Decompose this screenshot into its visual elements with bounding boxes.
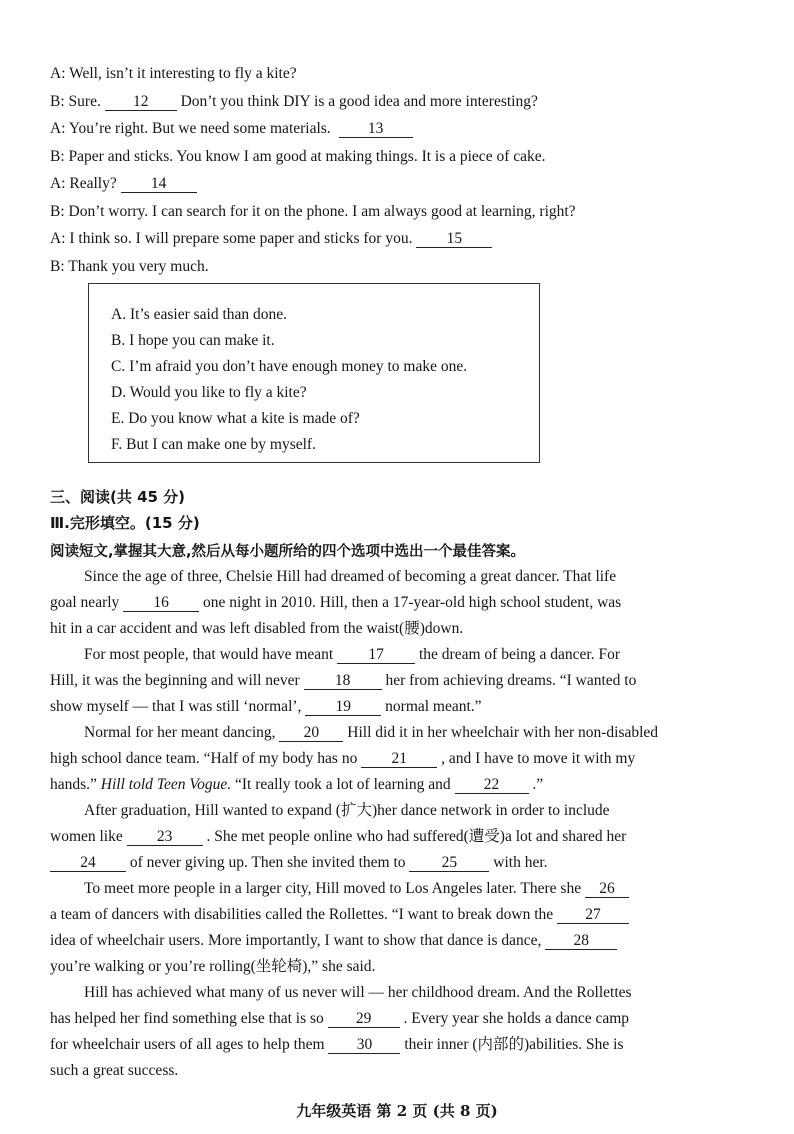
passage-text: such a great success. — [50, 1062, 179, 1079]
passage-line — [50, 746, 722, 772]
passage-text: the dream of being a dancer. For — [419, 646, 620, 663]
dialogue-text: Well, isn’t it interesting to fly a kite? — [69, 65, 297, 82]
passage-line — [50, 1032, 722, 1058]
answer-blank-16[interactable]: 16 — [123, 594, 199, 612]
passage-line — [50, 668, 722, 694]
speaker-label: B: — [50, 202, 65, 220]
sub-heading: Ⅲ.完形填空。(15 分) — [50, 514, 200, 532]
dialogue-line — [50, 60, 740, 88]
option-e: E. Do you know what a kite is made of? — [111, 410, 360, 427]
passage-text: Hill told Teen Vogue. — [100, 776, 232, 793]
passage-line — [50, 850, 722, 876]
passage-text: for wheelchair users of all ages to help them — [50, 1036, 325, 1053]
passage-text: you’re walking or you’re rolling(坐轮椅),” she said. — [50, 958, 376, 975]
passage-text: of never giving up. Then she invited them to — [129, 854, 406, 871]
passage-line — [50, 616, 722, 642]
answer-blank-15[interactable]: 15 — [416, 230, 492, 248]
dialogue-line — [50, 225, 740, 253]
passage-text: one night in 2010. Hill, then a 17-year-old high school student, was — [203, 594, 622, 611]
passage-line — [50, 772, 722, 798]
answer-blank-12[interactable]: 12 — [105, 93, 177, 111]
dialogue-text: You’re right. But we need some materials. — [68, 120, 331, 137]
answer-blank-20[interactable]: 20 — [279, 724, 343, 742]
answer-blank-19[interactable]: 19 — [305, 698, 381, 716]
passage-text: “It really took a lot of learning and — [234, 776, 451, 793]
dialogue-line — [50, 198, 740, 226]
answer-blank-30[interactable]: 30 — [328, 1036, 400, 1054]
dialogue-line — [50, 253, 740, 281]
answer-blank-26[interactable]: 26 — [585, 880, 629, 898]
passage-text: high school dance team. “Half of my body has no — [50, 750, 358, 767]
passage-text: women like — [50, 828, 123, 845]
answer-blank-25[interactable]: 25 — [409, 854, 489, 872]
speaker-label: A: — [50, 65, 66, 82]
passage-text: idea of wheelchair users. More importantly, I want to show that dance is dance, — [50, 932, 542, 949]
option-b: B. I hope you can make it. — [111, 332, 275, 349]
passage-text: Hill has achieved what many of us never will — her childhood dream. And the Rollettes — [84, 984, 632, 1001]
passage-text: has helped her find something else that is so — [50, 1010, 324, 1027]
answer-blank-23[interactable]: 23 — [127, 828, 203, 846]
dialogue-text: Paper and sticks. You know I am good at making things. It is a piece of cake. — [68, 147, 546, 165]
passage-text: show myself — that I was still ‘normal’, — [50, 698, 302, 715]
passage-text: After graduation, Hill wanted to expand (扩大)her dance network in order to include — [84, 802, 610, 819]
passage-line — [50, 1058, 722, 1084]
option-d: D. Would you like to fly a kite? — [111, 384, 307, 401]
passage-line — [50, 590, 722, 616]
section-heading: 三、阅读(共 45 分) — [50, 488, 186, 506]
speaker-label: B: — [50, 92, 65, 110]
passage-text: Hill did it in her wheelchair with her non-disabled — [347, 724, 659, 741]
answer-blank-22[interactable]: 22 — [455, 776, 529, 794]
passage-text: hit in a car accident and was left disabled from the waist(腰)down. — [50, 620, 464, 637]
passage-text: For most people, that would have meant — [84, 646, 334, 663]
passage-text: Since the age of three, Chelsie Hill had dreamed of becoming a great dancer. That life — [84, 568, 617, 585]
speaker-label: B: — [50, 147, 65, 165]
dialogue-text: I think so. I will prepare some paper and sticks for you. — [69, 230, 413, 247]
passage-line — [50, 902, 722, 928]
passage-text: hands.” — [50, 776, 97, 793]
answer-blank-27[interactable]: 27 — [557, 906, 629, 924]
passage-text: goal nearly — [50, 594, 120, 611]
passage-text: her from achieving dreams. “I wanted to — [385, 672, 637, 689]
passage-line — [50, 642, 722, 668]
answer-blank-17[interactable]: 17 — [337, 646, 415, 664]
dialogue-text: Really? — [69, 175, 117, 192]
passage-text: .” — [532, 776, 544, 793]
option-f: F. But I can make one by myself. — [111, 436, 316, 453]
speaker-label: A: — [50, 230, 66, 247]
dialogue-text: Don’t you think DIY is a good idea and more interesting? — [180, 92, 538, 110]
passage-text: , and I have to move it with my — [441, 750, 636, 767]
speaker-label: A: — [50, 120, 66, 137]
instructions: 阅读短文,掌握其大意,然后从每小题所给的四个选项中选出一个最佳答案。 — [50, 544, 526, 560]
passage-line — [50, 694, 722, 720]
passage-line — [50, 564, 722, 590]
option-a: A. It’s easier said than done. — [111, 306, 288, 323]
passage-line — [50, 824, 722, 850]
passage-text: their inner (内部的)abilities. She is — [404, 1036, 624, 1053]
passage-text: Normal for her meant dancing, — [84, 724, 276, 741]
passage-line — [50, 954, 722, 980]
passage-text: To meet more people in a larger city, Hill moved to Los Angeles later. There she — [84, 880, 582, 897]
passage-text: a team of dancers with disabilities called the Rollettes. “I want to break down the — [50, 906, 554, 923]
dialogue-line — [50, 143, 740, 171]
answer-blank-24[interactable]: 24 — [50, 854, 126, 872]
page-footer: 九年级英语 第 2 页 (共 8 页) — [296, 1102, 498, 1120]
speaker-label: A: — [50, 175, 66, 192]
cloze-passage — [50, 564, 722, 1084]
dialogue-text: Thank you very much. — [68, 257, 209, 275]
passage-line — [50, 876, 722, 902]
answer-blank-14[interactable]: 14 — [121, 175, 197, 193]
passage-line — [50, 928, 722, 954]
passage-text: Hill, it was the beginning and will never — [50, 672, 300, 689]
passage-line — [50, 1006, 722, 1032]
answer-blank-18[interactable]: 18 — [304, 672, 382, 690]
dialogue-text: Sure. — [68, 92, 101, 110]
dialogue-line — [50, 115, 740, 143]
passage-text: . Every year she holds a dance camp — [403, 1010, 630, 1027]
passage-line — [50, 720, 722, 746]
passage-text: . She met people online who had suffered(遭受)a lot and shared her — [206, 828, 627, 845]
passage-line — [50, 980, 722, 1006]
options-box — [88, 283, 540, 463]
dialogue-text: Don’t worry. I can search for it on the phone. I am always good at learning, right? — [68, 202, 576, 220]
passage-text: normal meant.” — [385, 698, 482, 715]
answer-blank-13[interactable]: 13 — [339, 120, 413, 138]
answer-blank-29[interactable]: 29 — [328, 1010, 400, 1028]
dialogue — [50, 60, 740, 280]
dialogue-line — [50, 170, 740, 198]
passage-line — [50, 798, 722, 824]
speaker-label: B: — [50, 257, 65, 275]
dialogue-line — [50, 88, 740, 116]
answer-blank-28[interactable]: 28 — [545, 932, 617, 950]
passage-text: with her. — [493, 854, 548, 871]
option-c: C. I’m afraid you don’t have enough money to make one. — [111, 358, 468, 375]
answer-blank-21[interactable]: 21 — [361, 750, 437, 768]
